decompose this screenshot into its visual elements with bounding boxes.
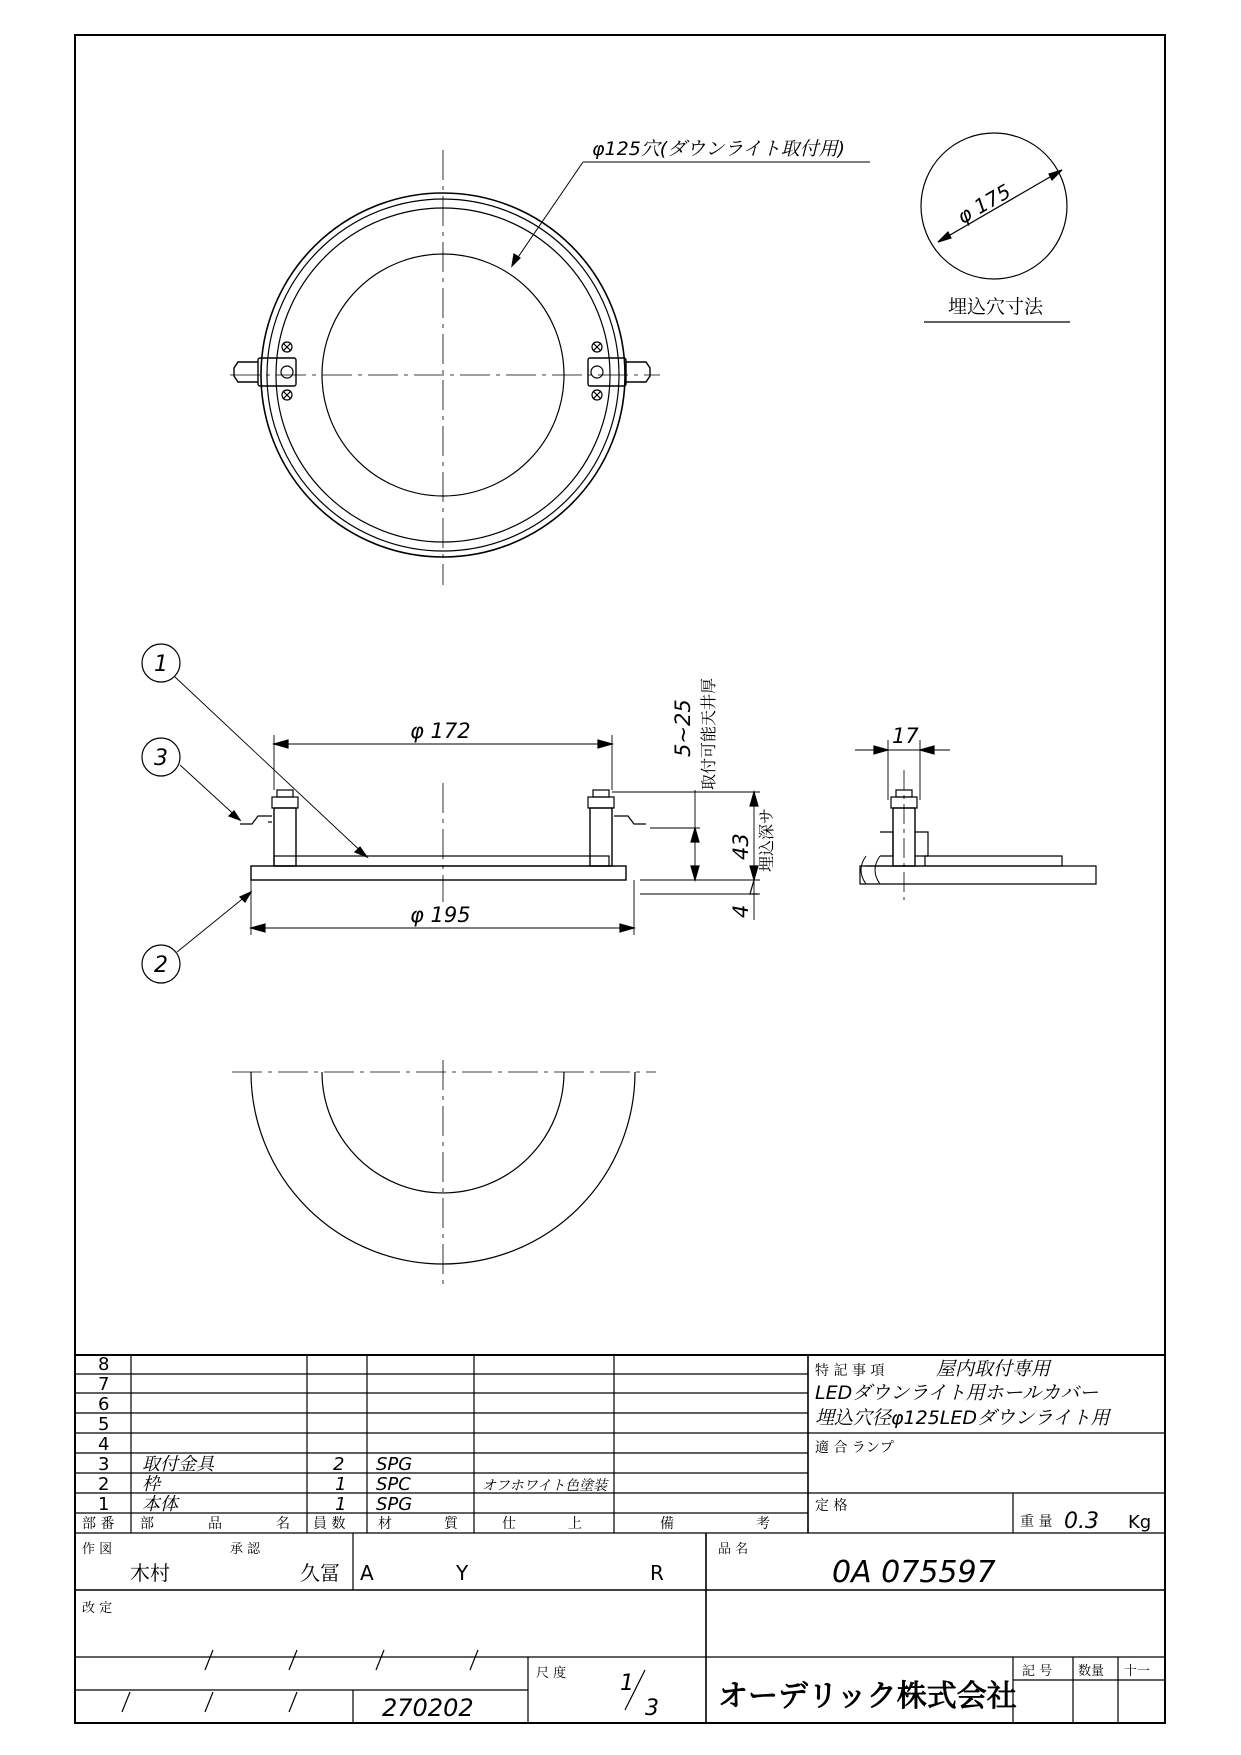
cutout-dimension: φ 175 (952, 179, 1015, 229)
top-view (230, 150, 870, 585)
dim-43: 43 (729, 833, 753, 860)
row-no: 7 (98, 1374, 110, 1395)
special-notes-line2: LEDダウンライト用ホールカバー (815, 1382, 1099, 1404)
hole-label: φ125穴(ダウンライト取付用) (592, 138, 846, 160)
header-material: 材 質 (378, 1516, 458, 1532)
row-qty: 2 (333, 1454, 345, 1475)
row-material: SPG (376, 1454, 413, 1475)
scale-numerator: 1 (620, 1671, 634, 1696)
dim-17: 17 (892, 724, 919, 748)
weight-value: 0.3 (1064, 1509, 1099, 1534)
balloon-3: 3 (154, 746, 168, 771)
cutout-title: 埋込穴寸法 (948, 296, 1044, 318)
rating-label: 定 格 (815, 1498, 848, 1514)
side-view (142, 644, 760, 983)
weight-unit: Kg (1128, 1512, 1152, 1533)
row-no: 4 (98, 1434, 110, 1455)
approved-label: 承 認 (230, 1542, 261, 1557)
scale-denominator: 3 (645, 1696, 659, 1721)
row-name: 枠 (142, 1474, 160, 1495)
revision-label: 改 定 (82, 1601, 113, 1616)
symbol-label: 記 号 (1022, 1664, 1053, 1679)
special-notes-line1: 屋内取付専用 (936, 1358, 1051, 1380)
notes-area (815, 1358, 1151, 1534)
header-finish: 仕 上 (502, 1516, 582, 1532)
row-no: 1 (98, 1494, 110, 1515)
rev-a: A (360, 1561, 374, 1585)
row-no: 3 (98, 1454, 110, 1475)
drawn-label: 作 図 (82, 1542, 113, 1557)
parts-table-header (82, 1515, 770, 1532)
header-no: 部 番 (82, 1516, 115, 1532)
dim-4: 4 (729, 904, 753, 918)
row-name: 取付金具 (142, 1454, 214, 1475)
header-note: 備 考 (660, 1516, 770, 1532)
row-no: 8 (98, 1354, 110, 1375)
half-section-view (232, 1060, 656, 1285)
header-qty: 員 数 (313, 1516, 346, 1532)
end-view (855, 740, 1096, 900)
dim-172: φ 172 (410, 719, 471, 743)
qty-label: 数量 (1078, 1664, 1105, 1679)
ten-label: 十一 (1124, 1664, 1151, 1679)
product-label: 品 名 (718, 1542, 749, 1557)
dim-ceiling-range: 5~25 (671, 699, 695, 757)
row-name: 本体 (142, 1494, 178, 1515)
row-no: 6 (98, 1394, 110, 1415)
row-no: 2 (98, 1474, 110, 1495)
rev-y: Y (456, 1561, 469, 1585)
header-name: 部 品 名 (140, 1516, 290, 1532)
title-block (82, 1542, 1150, 1722)
parts-table (98, 1354, 609, 1515)
weight-label: 重 量 (1020, 1514, 1053, 1530)
drawn-by: 木村 (130, 1561, 170, 1585)
row-material: SPG (376, 1494, 413, 1515)
product-code: 0A 075597 (832, 1555, 996, 1590)
row-qty: 1 (335, 1474, 347, 1495)
dim-depth-label: 埋込深サ (757, 807, 776, 872)
balloon-1: 1 (154, 652, 168, 677)
sheet-border (75, 35, 1165, 1723)
row-material: SPC (376, 1474, 411, 1495)
special-notes-line3: 埋込穴径φ125LEDダウンライト用 (815, 1407, 1110, 1429)
lamp-label: 適 合 ランプ (815, 1440, 894, 1456)
dim-195: φ 195 (410, 903, 471, 927)
special-notes-label: 特 記 事 項 (815, 1363, 885, 1379)
balloon-2: 2 (154, 953, 168, 978)
approved-by: 久冨 (300, 1561, 340, 1585)
drawing-date: 270202 (382, 1694, 474, 1722)
dim-ceiling-label: 取付可能天井厚 (699, 677, 718, 790)
scale-label: 尺 度 (536, 1666, 567, 1681)
row-finish: オフホワイト色塗装 (482, 1478, 608, 1494)
rev-r: R (650, 1561, 664, 1585)
row-qty: 1 (335, 1494, 347, 1515)
cutout-symbol (921, 133, 1070, 322)
company-name: オーデリック株式会社 (718, 1679, 1017, 1714)
row-no: 5 (98, 1414, 110, 1435)
